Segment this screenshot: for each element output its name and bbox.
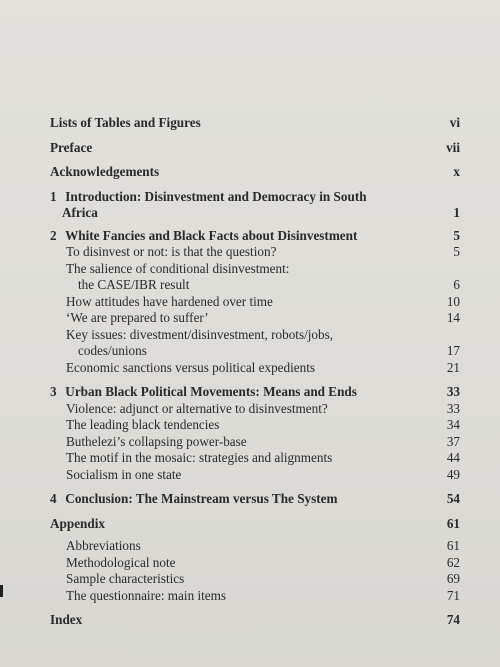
section-title: Economic sanctions versus political expedients [66, 359, 316, 375]
toc-page-number: x [453, 164, 460, 179]
toc-page-number: vii [446, 139, 460, 155]
chapter-number: 3 [50, 384, 57, 399]
toc-section [50, 450, 460, 467]
section-title: Buthelezi’s collapsing power-base [66, 433, 247, 449]
toc-page-number: 5 [453, 227, 460, 243]
toc-page-number: 37 [446, 433, 460, 449]
toc-section [50, 360, 460, 377]
section-title: To disinvest or not: is that the question? [66, 244, 277, 259]
index-title: Index [50, 612, 83, 627]
toc-page-number: 10 [446, 293, 460, 309]
toc-page-number: 54 [446, 491, 460, 506]
toc-entry-title: Preface [50, 139, 93, 155]
toc-appendix-item [50, 555, 460, 572]
toc-index [50, 612, 460, 629]
toc-page-number: 34 [446, 417, 460, 432]
section-title-continuation: codes/unions [78, 343, 147, 358]
toc-chapter-1 [50, 189, 460, 222]
section-title: Violence: adjunct or alternative to disinvestment? [66, 400, 328, 416]
appendix-item-title: Abbreviations [66, 538, 141, 553]
section-title: ‘We are prepared to suffer’ [66, 310, 209, 325]
appendix-item-title: Sample characteristics [66, 571, 185, 586]
toc-entry-preface [50, 140, 460, 157]
toc-chapter-2 [50, 228, 460, 245]
toc-section [50, 294, 460, 311]
toc-page-number: 61 [446, 515, 460, 531]
toc-chapter-4 [50, 491, 460, 508]
toc-page-number: 71 [446, 587, 460, 603]
appendix-item-title: Methodological note [66, 554, 176, 570]
toc-section [50, 417, 460, 434]
chapter-title: Conclusion: The Mainstream versus The System [65, 491, 338, 506]
section-title: How attitudes have hardened over time [66, 293, 273, 309]
chapter-title-line [50, 189, 426, 206]
toc-page-number: 61 [446, 538, 460, 553]
chapter-number: 2 [50, 227, 57, 243]
toc-page-number: 44 [446, 450, 460, 465]
page-edge-mark [0, 585, 3, 597]
toc-page-number: 21 [446, 359, 460, 375]
toc-appendix-item [50, 588, 460, 605]
toc-page-number: 6 [453, 277, 460, 292]
toc-page-number: 62 [446, 554, 460, 570]
toc-page-number: 5 [453, 244, 460, 259]
toc-entry-title: Acknowledgements [50, 164, 160, 179]
chapter-title-continuation: Africa [62, 205, 98, 220]
appendix-item-title: The questionnaire: main items [66, 587, 227, 603]
toc-page-number: 69 [446, 571, 460, 586]
section-title: The motif in the mosaic: strategies and alignments [66, 450, 333, 465]
table-of-contents [50, 115, 460, 629]
chapter-title: White Fancies and Black Facts about Disinvestment [65, 227, 358, 243]
toc-section [50, 261, 460, 294]
toc-section [50, 327, 460, 360]
toc-page-number: 17 [446, 343, 460, 358]
toc-page-number: 14 [446, 310, 460, 325]
toc-section [50, 467, 460, 484]
toc-entry-acknowledgements [50, 164, 460, 181]
toc-section [50, 401, 460, 418]
toc-page-number: 33 [446, 384, 460, 399]
appendix-title: Appendix [50, 515, 105, 531]
toc-entry-tables-figures [50, 115, 460, 132]
section-title-continuation: the CASE/IBR result [78, 277, 190, 292]
toc-section [50, 434, 460, 451]
section-title: The salience of conditional disinvestment: [66, 260, 290, 276]
section-title: Socialism in one state [66, 466, 182, 482]
chapter-title: Urban Black Political Movements: Means and Ends [65, 384, 357, 399]
chapter-number: 4 [50, 491, 57, 506]
chapter-number: 1 [50, 188, 57, 204]
section-title: Key issues: divestment/disinvestment, robots/jobs, [66, 326, 334, 342]
toc-chapter-3 [50, 384, 460, 401]
toc-section [50, 310, 460, 327]
toc-page-number: 1 [453, 205, 460, 220]
toc-page-number: vi [449, 115, 460, 130]
chapter-title: Introduction: Disinvestment and Democracy in South [65, 188, 367, 204]
toc-appendix-item [50, 538, 460, 555]
toc-entry-title: Lists of Tables and Figures [50, 115, 201, 130]
toc-page-number: 49 [446, 466, 460, 482]
toc-appendix [50, 516, 460, 533]
section-title: The leading black tendencies [66, 417, 220, 432]
toc-appendix-item [50, 571, 460, 588]
toc-page-number: 33 [446, 400, 460, 416]
toc-page-number: 74 [446, 612, 460, 627]
toc-section [50, 244, 460, 261]
